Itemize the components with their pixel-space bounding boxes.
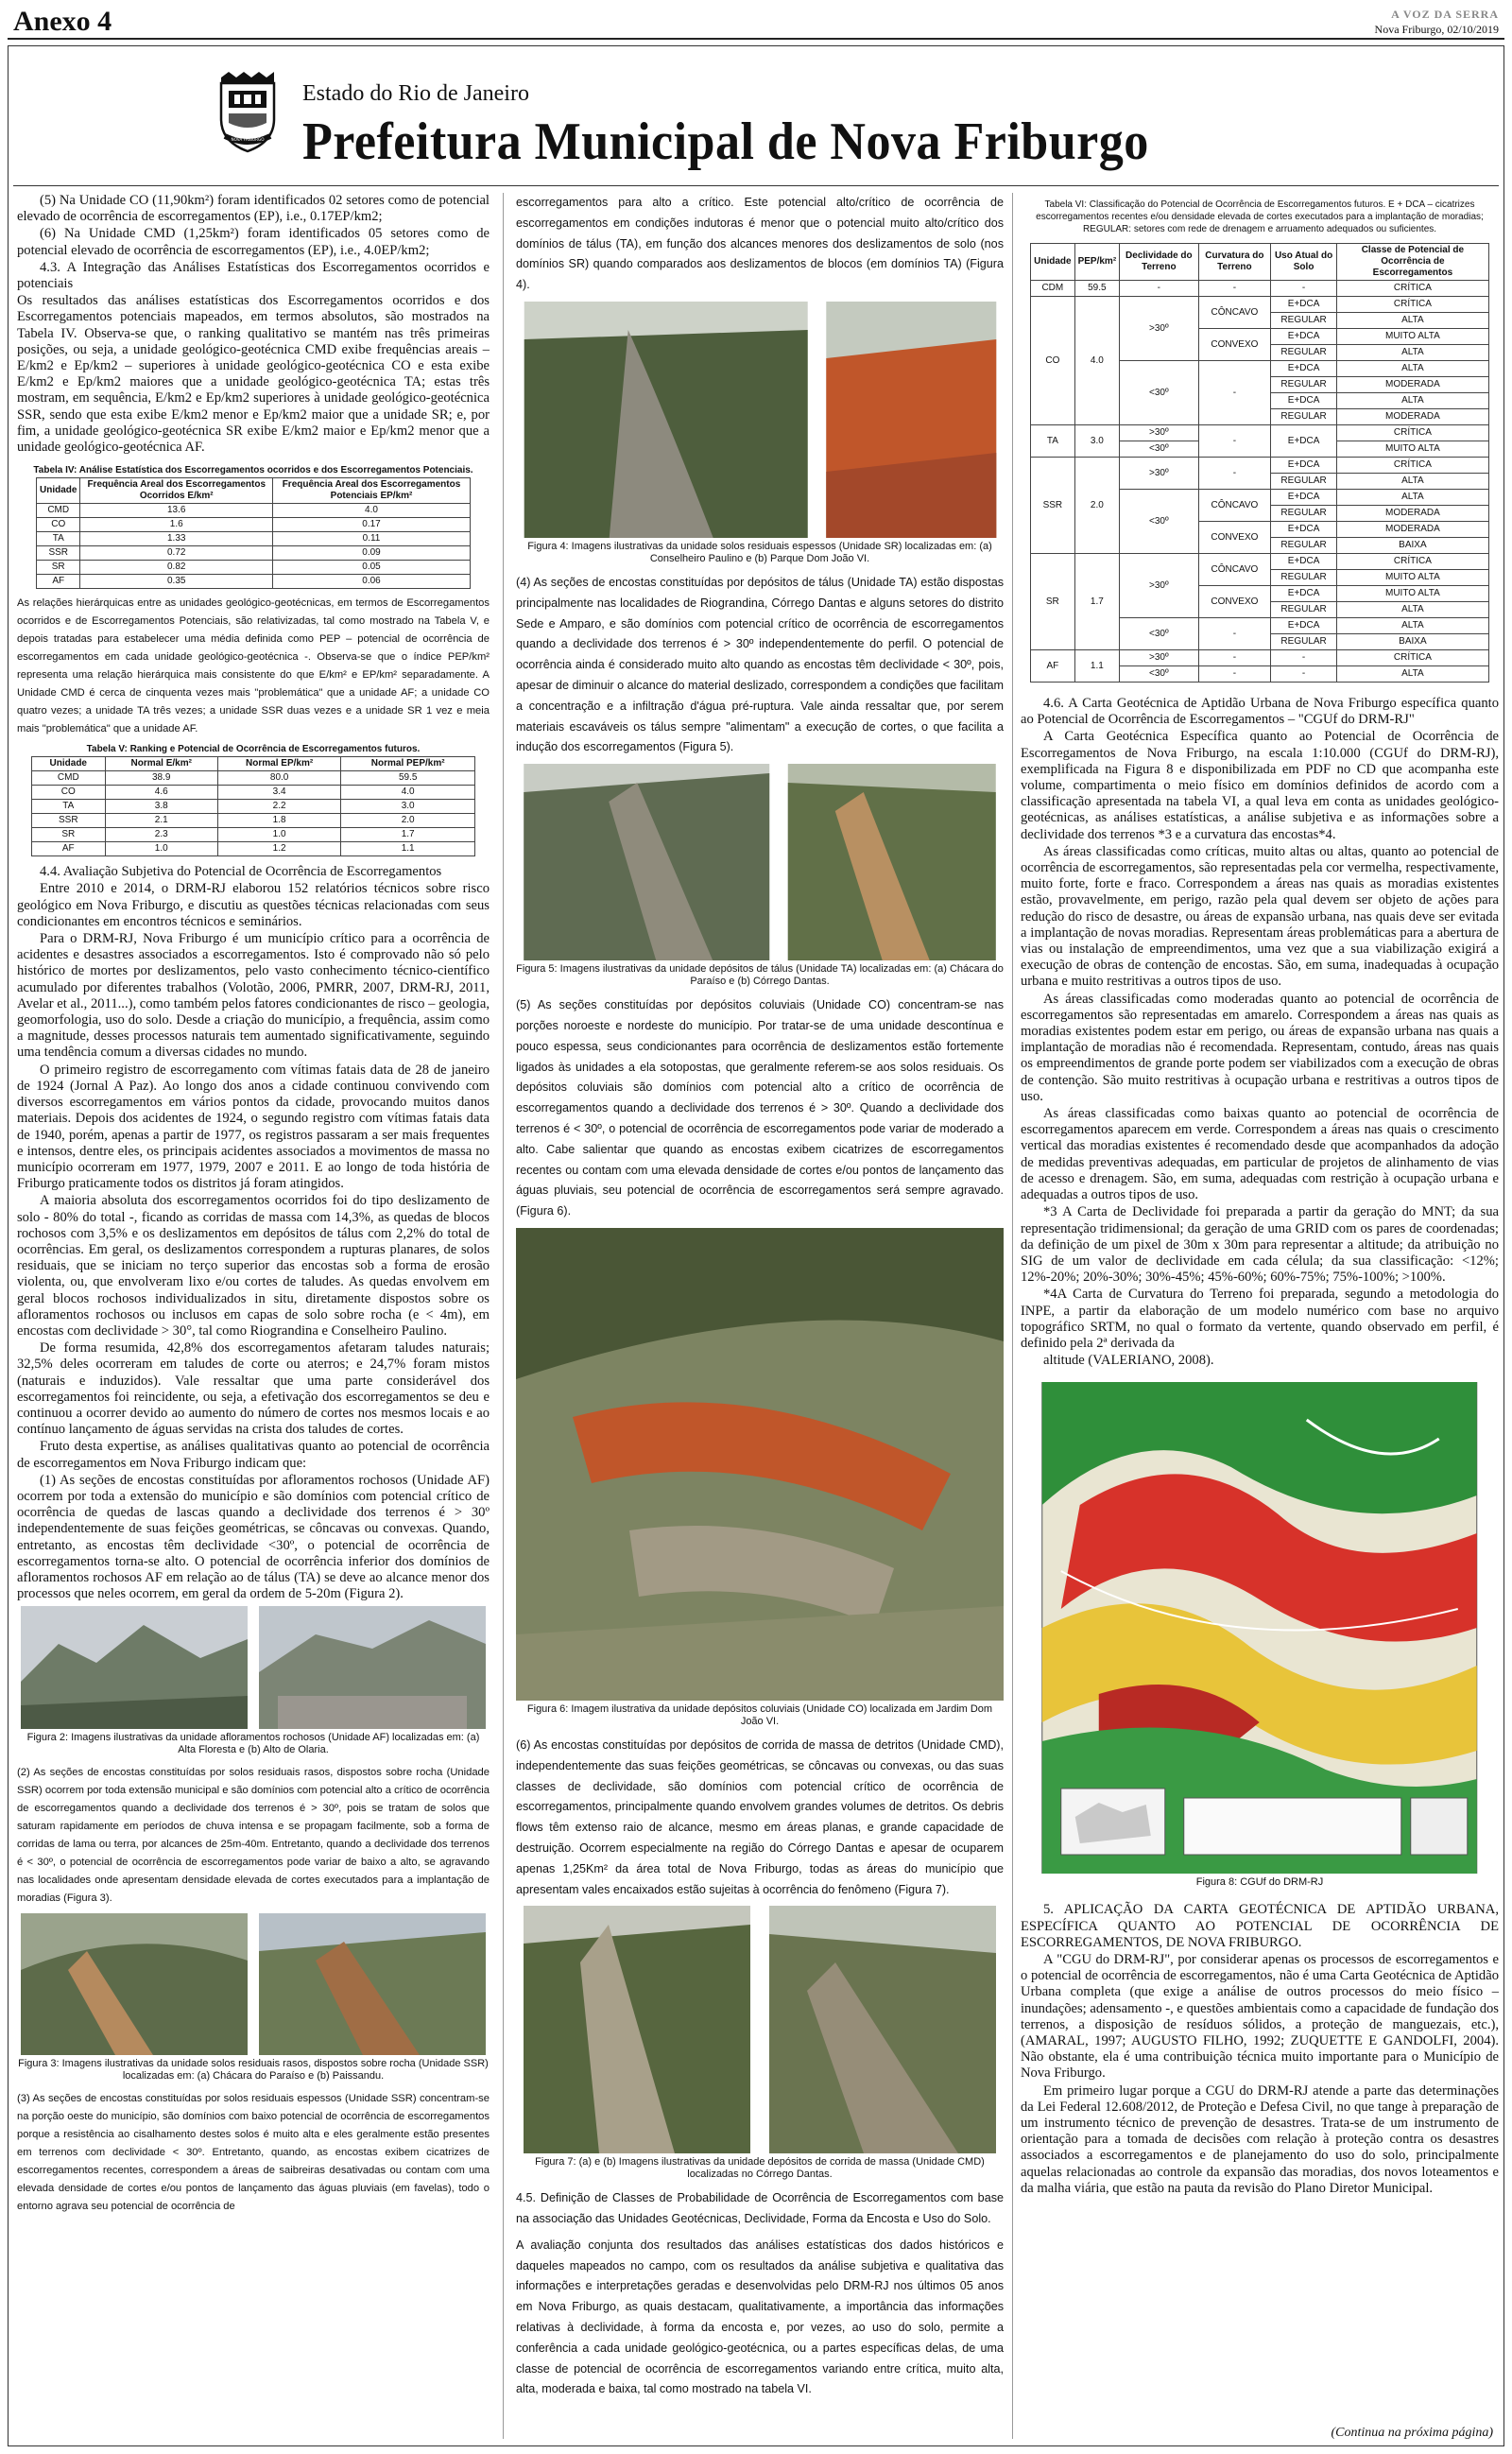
paragraph: (5) Na Unidade CO (11,90km²) foram identificados 02 setores como de potencial elevado de ocorrência de escorregamentos (EP), i.e., 0.17EP/km2; bbox=[17, 193, 490, 225]
geotechnical-map bbox=[1040, 1382, 1480, 1874]
table-cell: ALTA bbox=[1336, 474, 1488, 490]
slope-photo-b bbox=[255, 1913, 490, 2055]
table-row bbox=[37, 546, 471, 561]
table-cell: CRÍTICA bbox=[1336, 458, 1488, 474]
column-2 bbox=[516, 193, 1004, 2439]
table-cell: >30º bbox=[1120, 554, 1198, 618]
table-cell: 0.82 bbox=[80, 561, 273, 575]
table-cell: E+DCA bbox=[1271, 618, 1337, 634]
table-cell: REGULAR bbox=[1271, 409, 1337, 425]
paragraph: (5) As seções constituídas por depósitos coluviais (Unidade CO) concentram-se nas porções noroeste e nordeste do município. Por tratar-se de uma unidade descontínua e pouco espessa, seus condicionantes para ocorrência de deslizamentos estão fortemente ligados às unidades a ela sotopostas, que geralmente referem-se aos solos residuais. Os depósitos coluviais são domínios com potencial alto a crítico de ocorrência de escorregamentos quando a declividade dos terrenos é > 30º. Quando a declividade dos terrenos é < 30º, o potencial de ocorrência de escorregamentos pode variar de moderado a alto. Cabe salientar que quando as encostas exibem cicatrizes de escorregamentos recentes ou contam com uma elevada densidade de cortes e/ou pontos de lançamento das águas pluviais, seu potencial de ocorrência de escorregamentos será sempre agravado. (Figura 6). bbox=[516, 998, 1004, 1218]
table-row bbox=[1031, 281, 1489, 297]
table-cell: CRÍTICA bbox=[1336, 425, 1488, 441]
table-cell: - bbox=[1271, 666, 1337, 683]
paragraph: A avaliação conjunta dos resultados das análises estatísticas dos dados históricos e daqueles mapeados no campo, com os resultados da análise subjetiva e qualitativa das informações e interpretações geradas e desenvolvidas pelo DRM-RJ nos últimos 05 anos em Nova Friburgo, as quais destacam, qualitativamente, a importância das informações relativas à declividade, à forma da encosta e, por vezes, ao uso do solo, permite a conferência a cada unidade geológico-geotécnica, ou a partes específicas delas, de uma classe de potencial de ocorrência de escorregamentos variando entre crítica, muito alta, alta, moderada e baixa, tal como mostrado na tabela VI. bbox=[516, 2238, 1004, 2396]
table-cell: E+DCA bbox=[1271, 490, 1337, 506]
table-cell: CONVEXO bbox=[1198, 586, 1271, 618]
table-cell: 1.7 bbox=[1074, 554, 1120, 650]
figure-7-photos bbox=[516, 1906, 1004, 2153]
crest-text: NOVA FRIBURGO bbox=[231, 137, 265, 142]
table-cell: E+DCA bbox=[1271, 361, 1337, 377]
table-cell: 1.0 bbox=[217, 828, 340, 842]
residual-soil-photo-a bbox=[516, 302, 816, 538]
figure-6-caption: Figura 6: Imagem ilustrativa da unidade depósitos coluviais (Unidade CO) localizada em Jardim Dom João VI. bbox=[526, 1702, 993, 1727]
table-cell: 59.5 bbox=[341, 771, 475, 786]
table-header: Normal EP/km² bbox=[217, 757, 340, 771]
table-header: Normal PEP/km² bbox=[341, 757, 475, 771]
table-header: Unidade bbox=[1031, 244, 1074, 281]
table-cell: 1.0 bbox=[105, 842, 217, 856]
table-cell: REGULAR bbox=[1271, 570, 1337, 586]
table-cell: BAIXA bbox=[1336, 538, 1488, 554]
table-cell: - bbox=[1198, 650, 1271, 666]
table-cell: CO bbox=[32, 786, 106, 800]
table-cell: 1.7 bbox=[341, 828, 475, 842]
table-row bbox=[37, 561, 471, 575]
table-cell: TA bbox=[32, 800, 106, 814]
table-cell: 3.0 bbox=[341, 800, 475, 814]
table-cell: <30º bbox=[1120, 666, 1198, 683]
column-3 bbox=[1021, 193, 1499, 2439]
table-cell: TA bbox=[1031, 425, 1074, 458]
table-cell: SR bbox=[32, 828, 106, 842]
table-4-caption: Tabela IV: Análise Estatística dos Escorregamentos ocorridos e dos Escorregamentos Potenciais. bbox=[33, 465, 473, 476]
table-cell: E+DCA bbox=[1271, 393, 1337, 409]
paragraph: escorregamentos para alto a crítico. Este potencial alto/crítico de ocorrência de escorregamentos em condições indutoras é menor que o potencial muito alto/crítico dos domínios de tálus (TA), em função dos alcances menores dos deslizamentos de solo (nos domínios SR) quando comparados aos deslizamentos de blocos (em domínios TA) (Figura 4). bbox=[516, 196, 1004, 292]
paragraph: (2) As seções de encostas constituídas por solos residuais rasos, dispostos sobre rocha (Unidade SSR) ocorrem por toda extensão municipal e são domínios com potencial alto a crítico de ocorrência de escorregamentos quando a declividade dos terrenos é > 30º, pois se tratam de solos que saturam rapidamente em períodos de chuva intensa e se propagam facilmente, sob a forma de corridas de lama ou terra, por alcances de 25m-40m. Entretanto, quando a declividade dos terrenos é < 30º, o potencial de ocorrência de escorregamentos pode variar de baixo a alto, se agravando nas localidades onde apresentam densidade elevada de cortes executados para a implantação de moradias (Figura 3). bbox=[17, 1767, 490, 1905]
figure-3-caption: Figura 3: Imagens ilustrativas da unidade solos residuais rasos, dispostos sobre rocha (Unidade SSR) localizadas em: (a) Chácara do Paraíso e (b) Paissandu. bbox=[18, 2058, 489, 2082]
table-cell: 80.0 bbox=[217, 771, 340, 786]
paragraph: (6) Na Unidade CMD (1,25km²) foram identificados 05 setores como de potencial elevado de ocorrência de escorregamentos (EP), i.e., 4.0EP/km2; bbox=[17, 226, 490, 258]
paragraph: De forma resumida, 42,8% dos escorregamentos afetaram taludes naturais; 32,5% deles ocorreram em taludes de corte ou aterros; e 24,7% foram mistos (naturais e induzidos). Vale ressaltar que uma parte considerável dos escorregamentos foi reincidente, ou seja, a efetivação dos escorregamentos se deu e continuou a ocorrer devido ao aumento do número de cortes nos mesmos locais e ao contínuo lançamento de águas servidas na crista dos taludes de cortes. bbox=[17, 1340, 490, 1438]
table-cell: REGULAR bbox=[1271, 313, 1337, 329]
table-cell: 2.2 bbox=[217, 800, 340, 814]
table-row bbox=[32, 771, 475, 786]
table-cell: AF bbox=[32, 842, 106, 856]
table-header: Frequência Areal dos Escorregamentos Ocorridos E/km² bbox=[80, 478, 273, 504]
table-cell: REGULAR bbox=[1271, 634, 1337, 650]
table-cell: <30º bbox=[1120, 441, 1198, 458]
coat-of-arms-icon bbox=[215, 70, 280, 155]
table-cell: - bbox=[1271, 281, 1337, 297]
table-cell: <30º bbox=[1120, 618, 1198, 650]
table-cell: CMD bbox=[32, 771, 106, 786]
footnote: *4A Carta de Curvatura do Terreno foi preparada, segundo a metodologia do INPE, a partir da elaboração de um modelo numérico com base no arquivo topográfico SRTM, no qual o formato da vertente, quando observado em perfil, é definido pela 2ª derivada da bbox=[1021, 1287, 1499, 1351]
table-header: Declividade do Terreno bbox=[1120, 244, 1198, 281]
table-header: Unidade bbox=[37, 478, 80, 504]
talus-photo-a bbox=[516, 764, 777, 960]
table-cell: 13.6 bbox=[80, 504, 273, 518]
table-row bbox=[37, 518, 471, 532]
table-cell: CO bbox=[37, 518, 80, 532]
table-cell: ALTA bbox=[1336, 618, 1488, 634]
table-cell: CMD bbox=[37, 504, 80, 518]
paragraph: As áreas classificadas como críticas, muito altas ou altas, quanto ao potencial de ocorrência de escorregamentos, são representadas pela cor vermelha, respectivamente, muito forte, forte e fraco. Correspondem a áreas nas quais as moradias existentes estão, provavelmente, em perigo, razão pela qual devem ser objeto de ações para redução do risco de desastre, ou áreas de expansão urbana, nas quais deve ser evitada a implantação de novas moradias. Representam áreas problemáticas para a abertura de vias ou instalação de empreendimentos, uma vez que a sua viabilização exigirá a execução de obras de contenção de encostas. São, em suma, inadequadas à ocupação urbana e muito restritivas a outros tipos de uso. bbox=[1021, 843, 1499, 990]
sans-text-block bbox=[17, 2090, 490, 2216]
table-cell: 1.1 bbox=[1074, 650, 1120, 683]
table-cell: SSR bbox=[32, 814, 106, 828]
table-cell: SR bbox=[37, 561, 80, 575]
table-cell: E+DCA bbox=[1271, 425, 1337, 458]
table-cell: CÔNCAVO bbox=[1198, 490, 1271, 522]
figure-5-caption: Figura 5: Imagens ilustrativas da unidade depósitos de tálus (Unidade TA) localizadas em: (a) Chácara do Paraíso e (b) Córrego Dantas. bbox=[516, 963, 1004, 988]
paragraph: A maioria absoluta dos escorregamentos ocorridos foi do tipo deslizamento de solo - 80% do total -, ficando as corridas de massa com 14,3%, as quedas de blocos rochosos com 3,5% e os deslizamentos em depósitos de tálus com 2,2% do total de ocorrências. Em geral, os deslizamentos correspondem a rupturas planares, de solos residuais, que se iniciam no terço superior das encostas sob a forma de erosão violenta, ou, que envolveram lixo e/ou cortes de taludes. As quedas envolvem em geral blocos rochosos individualizados in situ, diretamente dispostos sobre os afloramentos rochosos ou inclusos em capas de solo sobre rocha (e < 4m), em encostas com declividade > 30°, tal como Riograndina e Conselheiro Paulino. bbox=[17, 1193, 490, 1339]
table-cell: ALTA bbox=[1336, 361, 1488, 377]
paragraph: A Carta Geotécnica Específica quanto ao Potencial de Ocorrência de Escorregamentos de Nova Friburgo, na escala 1:10.000 (CGUf do DRM-RJ), exemplificada na Figura 8 e disponibilizada em PDF no CD que acompanha este volume, compartimenta o meio físico em domínios definidos de acordo com a classificação apresentada na tabela VI, a qual leva em conta as unidades geológico-geotécnicas, as análises estatísticas, a análise subjetiva e as informações sobre a declividade dos terrenos *3 e a curvatura das encostas*4. bbox=[1021, 729, 1499, 842]
table-4 bbox=[36, 477, 471, 589]
figure-4-caption: Figura 4: Imagens ilustrativas da unidade solos residuais espessos (Unidade SR) localizadas em: (a) Conselheiro Paulino e (b) Parque Dom João VI. bbox=[527, 540, 992, 564]
table-cell: <30º bbox=[1120, 361, 1198, 425]
table-cell: CONVEXO bbox=[1198, 522, 1271, 554]
table-cell: E+DCA bbox=[1271, 329, 1337, 345]
sans-text-block bbox=[17, 595, 490, 738]
table-cell: 4.0 bbox=[341, 786, 475, 800]
table-cell: ALTA bbox=[1336, 490, 1488, 506]
colluvial-deposit-photo bbox=[516, 1228, 1004, 1701]
paragraph: (3) As seções de encostas constituídas por solos residuais espessos (Unidade SSR) concentram-se na porção oeste do município, são domínios com baixo potencial de ocorrência de escorregamentos porque a resistência ao cisalhamento destes solos é muito alta e eles geralmente estão presentes em terrenos com declividade < 30º. Entretanto, quando, as encostas exibem cicatrizes de escorregamentos recentes, correspondem a áreas de saibreiras desativadas ou contam com uma elevada densidade de cortes e/ou pontos de lançamento das águas pluviais (em favelas), todo o entorno agrava seu potencial de ocorrência de bbox=[17, 2093, 490, 2213]
table-cell: 1.2 bbox=[217, 842, 340, 856]
table-cell: 3.4 bbox=[217, 786, 340, 800]
table-cell: 4.6 bbox=[105, 786, 217, 800]
debris-flow-photo-a bbox=[516, 1906, 758, 2153]
table-cell: AF bbox=[1031, 650, 1074, 683]
table-cell: >30º bbox=[1120, 458, 1198, 490]
table-cell: <30º bbox=[1120, 490, 1198, 554]
section-heading: 5. APLICAÇÃO DA CARTA GEOTÉCNICA DE APTIDÃO URBANA, ESPECÍFICA QUANTO AO POTENCIAL DE OCORRÊNCIA DE ESCORREGAMENTOS, DE NOVA FRIBURGO. bbox=[1021, 1902, 1499, 1950]
table-cell: 3.0 bbox=[1074, 425, 1120, 458]
paragraph: Em primeiro lugar porque a CGU do DRM-RJ atende a parte das determinações da Lei Federal 12.608/2012, de Proteção e Defesa Civil, no que tange à preparação de um instrumento técnico de prevenção de desastres. Trata-se de um instrumento de orientação para a tomada de decisões com relação à proteção contra os desastres associados a escorregamentos e de planejamento do uso do solo, principalmente aquelas relacionadas ao controle da expansão das moradias, dos novos loteamentos e da malha viária, que estão na pauta da revisão do Plano Diretor Municipal. bbox=[1021, 2082, 1499, 2196]
table-row bbox=[32, 814, 475, 828]
table-cell: E+DCA bbox=[1271, 458, 1337, 474]
table-cell: 1.33 bbox=[80, 532, 273, 546]
table-cell: E+DCA bbox=[1271, 586, 1337, 602]
table-5-caption: Tabela V: Ranking e Potencial de Ocorrência de Escorregamentos futuros. bbox=[86, 744, 421, 755]
table-cell: - bbox=[1120, 281, 1198, 297]
page-header bbox=[215, 66, 1349, 180]
figure-3-photos bbox=[17, 1913, 490, 2055]
table-cell: 4.0 bbox=[273, 504, 471, 518]
table-cell: 2.0 bbox=[1074, 458, 1120, 554]
table-cell: 0.35 bbox=[80, 575, 273, 589]
paragraph: Fruto desta expertise, as análises qualitativas quanto ao potencial de ocorrência de escorregamentos em Nova Friburgo indicam que: bbox=[17, 1439, 490, 1471]
table-cell: MODERADA bbox=[1336, 506, 1488, 522]
table-row bbox=[1031, 425, 1489, 441]
issue-date: Nova Friburgo, 02/10/2019 bbox=[1374, 23, 1499, 36]
table-cell: CÔNCAVO bbox=[1198, 554, 1271, 586]
figure-8-map bbox=[1040, 1382, 1480, 1874]
table-header: Curvatura do Terreno bbox=[1198, 244, 1271, 281]
table-cell: REGULAR bbox=[1271, 538, 1337, 554]
table-cell: 1.6 bbox=[80, 518, 273, 532]
paragraph: As áreas classificadas como moderadas quanto ao potencial de ocorrência de escorregamentos são representadas em amarelo. Correspondem a áreas nas quais as moradias existentes podem estar em perigo, ou áreas de expansão urbana nas quais a implantação de moradias não é recomendada. Representam, contudo, áreas nas quais os empreendimentos de grande porte podem ser viabilizados com a execução de obras de contenção. São muito restritivas à ocupação urbana e restritivas a outros tipos de uso. bbox=[1021, 991, 1499, 1104]
figure-2-photos bbox=[17, 1606, 490, 1729]
footnote: altitude (VALERIANO, 2008). bbox=[1043, 1353, 1214, 1369]
table-cell: CDM bbox=[1031, 281, 1074, 297]
table-cell: 1.8 bbox=[217, 814, 340, 828]
table-cell: - bbox=[1198, 425, 1271, 458]
table-row bbox=[32, 786, 475, 800]
paragraph: (1) As seções de encostas constituídas por afloramentos rochosos (Unidade AF) ocorrem por toda a extensão do município e são domínios com potencial crítico de ocorrência de quedas de lascas quando a declividade dos terrenos é > 30º independentemente de suas feições geométricas, se côncavas ou convexas. Quando, entretanto, as encostas têm declividade <30º, o potencial de ocorrência de escorregamentos torna-se alto. O potencial de ocorrência inferior dos domínios de afloramentos rochosos AF em relação ao de tálus (TA) se deve ao alcance menor dos processos que neles ocorrem, em geral da ordem de 5-20m (Figura 2). bbox=[17, 1472, 490, 1602]
table-cell: MUITO ALTA bbox=[1336, 586, 1488, 602]
mountain-photo-a bbox=[17, 1606, 251, 1729]
table-cell: - bbox=[1198, 618, 1271, 650]
paragraph: (4) As seções de encostas constituídas por depósitos de tálus (Unidade TA) estão dispostas principalmente nas localidades de Riograndina, Córrego Dantas e alguns setores do distrito Sede e Amparo, e são domínios com potencial crítico de ocorrência de escorregamentos quando a declividade dos terrenos é > 30º independentemente do perfil. O potencial de ocorrência ainda é considerado muito alto quando as encostas têm declividade < 30º, pois, apesar de diminuir o alcance do material deslizado, correspondem a condições que facilitam a concentração e a infiltração d'água pré-ruptura. Vale ainda ressaltar que, por serem materiais escaváveis os tálus sempre "alimentam" a execução de cortes, o que facilita a indução dos escorregamentos (Figura 5). bbox=[516, 575, 1004, 754]
figure-2-caption: Figura 2: Imagens ilustrativas da unidade afloramentos rochosos (Unidade AF) localizadas em: (a) Alta Floresta e (b) Alto de Olaria. bbox=[26, 1732, 480, 1756]
figure-8-caption: Figura 8: CGUf do DRM-RJ bbox=[1195, 1876, 1324, 1889]
table-cell: E+DCA bbox=[1271, 554, 1337, 570]
table-cell: 3.8 bbox=[105, 800, 217, 814]
table-cell: REGULAR bbox=[1271, 474, 1337, 490]
table-cell: ALTA bbox=[1336, 345, 1488, 361]
slope-photo-a bbox=[17, 1913, 251, 2055]
table-header: Frequência Areal dos Escorregamentos Potenciais EP/km² bbox=[273, 478, 471, 504]
table-cell: 0.72 bbox=[80, 546, 273, 561]
talus-photo-b bbox=[781, 764, 1004, 960]
table-cell: - bbox=[1198, 281, 1271, 297]
section-heading: 4.4. Avaliação Subjetiva do Potencial de Ocorrência de Escorregamentos bbox=[40, 864, 442, 880]
paragraph: A "CGU do DRM-RJ", por considerar apenas os processos de escorregamentos e o potencial de ocorrência de escorregamentos, não é uma Carta Geotécnica de Aptidão Urbana completa (que exige a análise de outros processos do meio físico – inundações; adensamento -, e questões ambientais como a capacidade de fundação dos terrenos, a disposição de resíduos sólidos, a proteção de manguezais, etc.), (AMARAL, 1997; AUGUSTO FILHO, 1992; ZUQUETTE E GANDOLFI, 2004). Não obstante, ela é uma contribuição técnica muito importante para o Município de Nova Friburgo. bbox=[1021, 1951, 1499, 2082]
table-row bbox=[1031, 554, 1489, 570]
table-cell: MUITO ALTA bbox=[1336, 441, 1488, 458]
table-cell: 0.06 bbox=[273, 575, 471, 589]
table-cell: - bbox=[1198, 666, 1271, 683]
table-cell: CRÍTICA bbox=[1336, 297, 1488, 313]
table-cell: CÔNCAVO bbox=[1198, 297, 1271, 329]
table-cell: E+DCA bbox=[1271, 522, 1337, 538]
table-row bbox=[1031, 458, 1489, 474]
table-cell: SSR bbox=[37, 546, 80, 561]
table-cell: REGULAR bbox=[1271, 602, 1337, 618]
sans-text-block bbox=[17, 1764, 490, 1908]
figure-4-photos bbox=[516, 302, 1004, 538]
table-cell: CO bbox=[1031, 297, 1074, 425]
figure-6-photo bbox=[516, 1228, 1004, 1701]
table-cell: REGULAR bbox=[1271, 345, 1337, 361]
paragraph: O primeiro registro de escorregamento com vítimas fatais data de 28 de janeiro de 1924 (Jornal A Paz). Ao longo dos anos a cidade continuou convivendo com diversos escorregamentos em vários pontos da cidade, provocando muitos danos materiais. Depois dos acidentes de 1924, o segundo registro com vítimas fatais data de 1940, porém, apenas a partir de 1977, os registros passaram a ser mais frequentes e intensos, dentre eles, os principais acidentes associados a movimentos de massa no município ocorreram em 1977, 1979, 2007 e 2011. E ao longo de toda história de Friburgo praticamente todos os distritos já foram atingidos. bbox=[17, 1062, 490, 1192]
table-header: Unidade bbox=[32, 757, 106, 771]
table-cell: 2.1 bbox=[105, 814, 217, 828]
table-cell: MODERADA bbox=[1336, 377, 1488, 393]
table-cell: ALTA bbox=[1336, 666, 1488, 683]
table-row bbox=[1031, 650, 1489, 666]
table-6-body bbox=[1031, 281, 1489, 683]
column-1 bbox=[17, 193, 490, 2439]
table-cell: SSR bbox=[1031, 458, 1074, 554]
table-cell: 38.9 bbox=[105, 771, 217, 786]
table-cell: ALTA bbox=[1336, 602, 1488, 618]
table-header: Classe de Potencial de Ocorrência de Escorregamentos bbox=[1336, 244, 1488, 281]
debris-flow-photo-b bbox=[762, 1906, 1004, 2153]
table-cell: >30º bbox=[1120, 425, 1198, 441]
table-cell: 0.17 bbox=[273, 518, 471, 532]
residual-soil-photo-b bbox=[819, 302, 1004, 538]
masthead bbox=[8, 6, 1504, 40]
table-cell: MUITO ALTA bbox=[1336, 570, 1488, 586]
table-cell: SR bbox=[1031, 554, 1074, 650]
table-6 bbox=[1030, 243, 1489, 683]
figure-7-caption: Figura 7: (a) e (b) Imagens ilustrativas da unidade depósitos de corrida de massa (Unidade CMD) localizadas no Córrego Dantas. bbox=[535, 2156, 985, 2181]
table-row bbox=[1031, 297, 1489, 313]
paragraph: Entre 2010 e 2014, o DRM-RJ elaborou 152 relatórios técnicos sobre risco geológico em Nova Friburgo, e discutiu as questões técnicas relacionadas com seus condicionantes em encontros técnicos e seminários. bbox=[17, 881, 490, 929]
table-cell: E+DCA bbox=[1271, 297, 1337, 313]
table-cell: CRÍTICA bbox=[1336, 554, 1488, 570]
table-5 bbox=[31, 756, 475, 856]
table-row bbox=[32, 828, 475, 842]
table-cell: - bbox=[1198, 458, 1271, 490]
table-cell: 4.0 bbox=[1074, 297, 1120, 425]
table-cell: REGULAR bbox=[1271, 377, 1337, 393]
table-cell: >30º bbox=[1120, 297, 1198, 361]
table-cell: ALTA bbox=[1336, 393, 1488, 409]
column-divider bbox=[503, 193, 504, 2439]
table-cell: MODERADA bbox=[1336, 522, 1488, 538]
table-cell: REGULAR bbox=[1271, 506, 1337, 522]
figure-5-photos bbox=[516, 764, 1004, 960]
table-cell: CRÍTICA bbox=[1336, 650, 1488, 666]
annex-title: Anexo 4 bbox=[13, 6, 112, 37]
table-cell: MUITO ALTA bbox=[1336, 329, 1488, 345]
table-header: Normal E/km² bbox=[105, 757, 217, 771]
table-6-caption: Tabela VI: Classificação do Potencial de Ocorrência de Escorregamentos futuros. E + DCA – cicatrizes escorregamentos recentes e/ou densidade elevada de cortes executados para a implantação de moradias; REGULAR: setores com rede de drenagem e arruamento adequados ou suficientes. bbox=[1036, 199, 1484, 234]
section-heading: 4.3. A Integração das Análises Estatísticas dos Escorregamentos ocorridos e potenciais bbox=[17, 259, 490, 292]
mountain-photo-b bbox=[255, 1606, 490, 1729]
table-row bbox=[37, 575, 471, 589]
newspaper-name: A VOZ DA SERRA bbox=[1391, 8, 1499, 21]
header-divider bbox=[13, 185, 1499, 186]
table-cell: CONVEXO bbox=[1198, 329, 1271, 361]
table-cell: 0.05 bbox=[273, 561, 471, 575]
table-cell: 2.3 bbox=[105, 828, 217, 842]
page-title: Prefeitura Municipal de Nova Friburgo bbox=[302, 112, 1149, 171]
paragraph: As relações hierárquicas entre as unidades geológico-geotécnicas, em termos de Escorregamentos ocorridos e de Escorregamentos Potenciais, são relativizadas, tal como mostrado na Tabela V, e depois tratadas para estabelecer uma média definida como PEP – potencial de ocorrência de escorregamentos em cada unidade geológico-geotécnica -. Observa-se que o índice PEP/km² representa uma relação hierárquica mais consistente do que E/km² e EP/km² separadamente. A Unidade CMD é cerca de cinquenta vezes mais "problemática" que a unidade AF; a unidade CO quatro vezes; a unidade TA três vezes; a unidade SSR duas vezes e a unidade SR 1 vez e meia mais "problemática" que a unidade AF. bbox=[17, 597, 490, 735]
state-name: Estado do Rio de Janeiro bbox=[302, 81, 529, 106]
table-cell: AF bbox=[37, 575, 80, 589]
footnote: *3 A Carta de Declividade foi preparada a partir da geração do MNT; da sua representação tridimensional; da geração de uma GRID com os pares de coordenadas; da definição de um pixel de 30m x 30m para representar a altitude; da atribuição no SIG de um valor de declividade em cada célula; da sua classificação: <12%; 12%-20%; 20%-30%; 30%-45%; 45%-60%; 60%-75%; 75%-100%; >100%. bbox=[1021, 1204, 1499, 1286]
paragraph: Os resultados das análises estatísticas dos Escorregamentos ocorridos e dos Escorregamentos potenciais mapeados, em termos absolutos, são mostrados na Tabela IV. Observa-se que, o ranking qualitativo se mantém nas três primeiras posições, ou seja, a unidade geológico-geotécnica CMD exibe frequências areais – E/km2 e Ep/km2 – superiores à unidade geológico-geotécnica CO e esta exibe E/km2 e Ep/km2 maiores que a unidade geológico-geotécnica TA; estas três mostram, em sequência, E/km2 e Ep/km2 superiores à unidade geológico-geotécnica SSR, sendo que esta exibe E/km2 menor e Ep/km2 maior que a unidade SR; e, por fim, a unidade geológico-geotécnica SR exibe E/km2 maior e Ep/km2 menor que a unidade geológico-geotécnica AF. bbox=[17, 293, 490, 456]
table-cell: TA bbox=[37, 532, 80, 546]
table-cell: 0.11 bbox=[273, 532, 471, 546]
paragraph: (6) As encostas constituídas por depósitos de corrida de massa de detritos (Unidade CMD), independentemente das suas feições geométricas, se côncavas ou convexas, ou das suas classes de declividade, são domínios com potencial crítico de ocorrência de escorregamentos, principalmente quando envolvem grandes volumes de detritos. Os debris flows têm extenso raio de alcance, mesmo em áreas planas, e grande capacidade de destruição. Ocorrem especialmente na região do Córrego Dantas e apesar de ocuparem apenas 1,25Km² da área total de Nova Friburgo, todas as áreas do município que apresentam vales encaixados estão sujeitas à ocorrência do fenômeno (Figura 7). bbox=[516, 1737, 1004, 1896]
section-heading: 4.5. Definição de Classes de Probabilidade de Ocorrência de Escorregamentos com base na associação das Unidades Geotécnicas, Declividade, Forma da Encosta e Uso do Solo. bbox=[516, 2191, 1004, 2226]
table-cell: 1.1 bbox=[341, 842, 475, 856]
table-cell: 0.09 bbox=[273, 546, 471, 561]
table-cell: BAIXA bbox=[1336, 634, 1488, 650]
table-header: PEP/km² bbox=[1074, 244, 1120, 281]
table-cell: CRÍTICA bbox=[1336, 281, 1488, 297]
table-cell: - bbox=[1271, 650, 1337, 666]
table-cell: ALTA bbox=[1336, 313, 1488, 329]
table-cell: >30º bbox=[1120, 650, 1198, 666]
column-divider bbox=[1012, 193, 1013, 2439]
table-row bbox=[32, 842, 475, 856]
table-row bbox=[37, 532, 471, 546]
table-row bbox=[32, 800, 475, 814]
table-cell: 59.5 bbox=[1074, 281, 1120, 297]
table-cell: MODERADA bbox=[1336, 409, 1488, 425]
paragraph: Para o DRM-RJ, Nova Friburgo é um município crítico para a ocorrência de acidentes e desastres associados a escorregamentos. Isto é comprovado não só pelo histórico de mortes por deslizamentos, pelo vasto conhecimento técnico-científico acumulado por diferentes trabalhos (Volotão, 2006, PMRR, 2007, DRM-RJ, 2011, Avelar et al., 2011...), como também pelos fatores condicionantes de risco – geologia, geomorfologia, uso do solo. Desde a criação do município, a frequência, assim como a magnitude, desses processos naturais tem aumentado significativamente, seguindo uma tendência comum a diversas cidades no mundo. bbox=[17, 931, 490, 1061]
table-cell: - bbox=[1198, 361, 1271, 425]
section-heading: 4.6. A Carta Geotécnica de Aptidão Urbana de Nova Friburgo específica quanto ao Potencial de Ocorrência de Escorregamentos – "CGUf do DRM-RJ" bbox=[1021, 696, 1499, 728]
table-header: Uso Atual do Solo bbox=[1271, 244, 1337, 281]
paragraph: As áreas classificadas como baixas quanto ao potencial de ocorrência de escorregamentos aparecem em verde. Correspondem a áreas nas quais o crescimento vertical das moradias existentes é recomendado desde que acompanhados da adoção de medidas preventivas adequadas, em particular de projetos de alinhamento de vias de acesso e drenagem. São, em suma, adequadas com restrição à ocupação urbana e adequadas a outros tipos de uso. bbox=[1021, 1106, 1499, 1203]
continuation-note: (Continua na próxima página) bbox=[1331, 2426, 1493, 2440]
table-cell: 2.0 bbox=[341, 814, 475, 828]
table-row bbox=[37, 504, 471, 518]
